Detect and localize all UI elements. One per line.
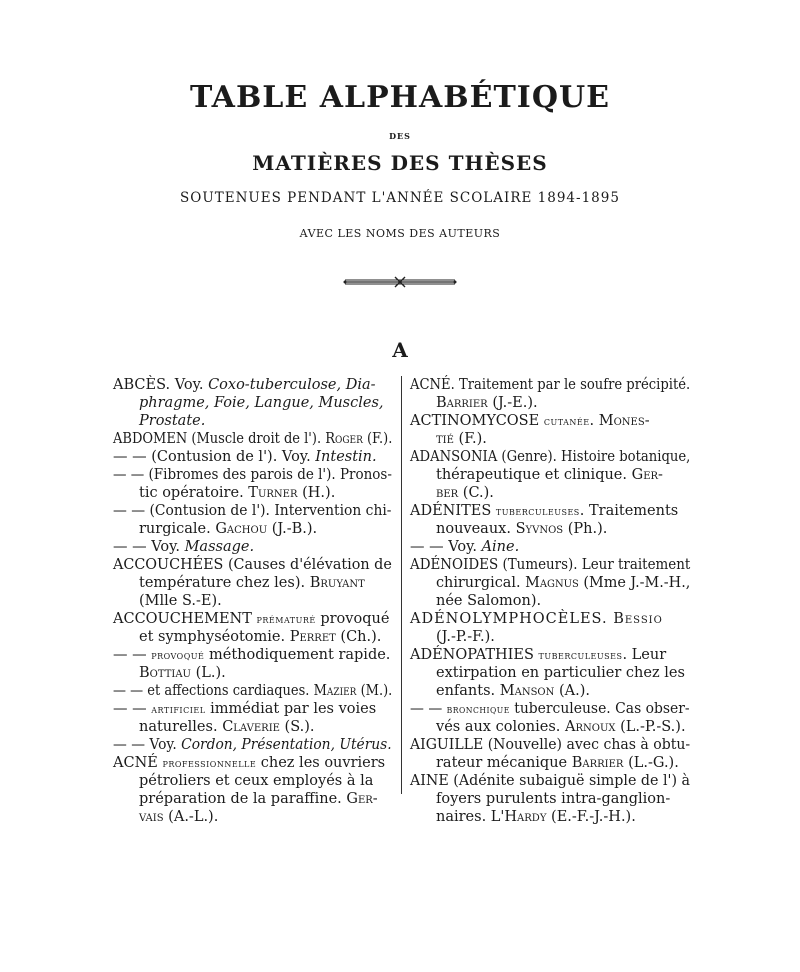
index-line (436, 484, 494, 502)
entry-qualifier: professionnelle (162, 756, 257, 770)
entry-text: . Traitements (579, 503, 679, 519)
author-name: Bruyant (309, 575, 365, 591)
entry-text: et symphyséotomie. (139, 629, 290, 645)
subtitle-line-2: SOUTENUES PENDANT L'ANNÉE SCOLAIRE 1894-1895 (180, 190, 620, 206)
author-name: Magnus (525, 575, 579, 591)
entry-text: extirpation en particulier chez les (436, 665, 685, 681)
entry-text: — — (113, 647, 152, 663)
entry-text: ACCOUCHÉES (Causes d'élévation de (113, 557, 392, 573)
index-line (410, 646, 666, 664)
entry-text: (F.). (362, 431, 393, 447)
index-line (113, 682, 392, 700)
entry-text: — — Voy. (113, 737, 182, 753)
author-name: Mones- (598, 413, 650, 429)
author-name: Ger- (346, 791, 378, 807)
entry-text: rateur mécanique (436, 755, 572, 771)
index-line (410, 412, 650, 430)
author-name: vais (139, 809, 164, 825)
index-line (410, 376, 690, 394)
entry-reference: Massage. (184, 539, 255, 555)
index-line (436, 808, 636, 826)
entry-qualifier: provoqué (151, 648, 205, 662)
entry-text: (A.). (554, 683, 591, 699)
author-name: Manson (499, 683, 555, 699)
index-line (436, 628, 495, 646)
entry-text: (H.). (297, 485, 336, 501)
entry-text: (Mme J.-M.-H., (578, 575, 691, 591)
index-line (139, 394, 384, 412)
index-line (436, 718, 686, 736)
entry-text: — — (Contusion de l'). Voy. (113, 449, 316, 465)
entry-text: ACTINOMYCOSE (410, 413, 544, 429)
decorative-ornament (343, 274, 457, 293)
entry-reference: phragme, Foie, Langue, Muscles, (139, 395, 384, 411)
entry-text: (L.). (190, 665, 226, 681)
index-line (436, 430, 487, 448)
entry-qualifier: bronchique (446, 702, 510, 716)
entry-text: — — (Fibromes des parois de l'). Pronos- (113, 467, 392, 483)
entry-text: (A.-L.). (163, 809, 219, 825)
entry-text: immédiat par les voies (205, 701, 377, 717)
author-name: Syvnos (515, 521, 564, 537)
index-line (139, 628, 381, 646)
entry-text: tic opératoire. (139, 485, 249, 501)
entry-qualifier: artificiel (151, 702, 206, 716)
index-line (410, 610, 663, 628)
entry-text: chirurgical. (436, 575, 526, 591)
entry-text: pétroliers et ceux employés à la (139, 773, 374, 789)
entry-text: nouveaux. (436, 521, 516, 537)
entry-text: . Leur (622, 647, 667, 663)
entry-text: (L.-G.). (623, 755, 679, 771)
author-name: tié (436, 431, 454, 447)
index-line (113, 736, 392, 754)
entry-text: enfants. (436, 683, 500, 699)
entry-qualifier: prématuré (256, 612, 316, 626)
author-name: Ger- (631, 467, 663, 483)
author-name: Perret (289, 629, 336, 645)
section-letter: A (392, 338, 408, 362)
entry-text: température chez les). (139, 575, 310, 591)
entry-text: — — (Contusion de l'). Intervention chi- (113, 503, 392, 519)
entry-text: naturelles. (139, 719, 223, 735)
entry-text: (J.-E.). (487, 395, 538, 411)
entry-text: née Salomon). (436, 593, 542, 609)
index-line (139, 808, 218, 826)
entry-reference: Coxo-tuberculose, Dia- (208, 377, 376, 393)
entry-text: (S.). (279, 719, 315, 735)
entry-text: (E.-F.-J.-H.). (546, 809, 636, 825)
entry-reference: Aine. (481, 539, 520, 555)
index-line (113, 700, 376, 718)
entry-reference: Prostate. (139, 413, 206, 429)
page-subtitle: MATIÈRES DES THÈSES (252, 151, 548, 175)
index-line (113, 466, 392, 484)
index-line (436, 574, 690, 592)
index-line (436, 394, 538, 412)
entry-text: — — et affections cardiaques. (113, 683, 314, 699)
entry-text: ADÉNOLYMPHOCÈLES. (410, 611, 614, 627)
entry-text: thérapeutique et clinique. (436, 467, 632, 483)
entry-text: ACNÉ (113, 755, 163, 771)
author-name: Turner (248, 485, 298, 501)
index-line (139, 772, 373, 790)
index-line (113, 610, 389, 628)
index-line (113, 556, 392, 574)
entry-reference: Intestin. (315, 449, 377, 465)
author-name: Claverie (222, 719, 280, 735)
author-name: Bottiau (139, 665, 191, 681)
entry-qualifier: tuberculeuses (538, 648, 623, 662)
index-line (410, 736, 690, 754)
index-line (410, 538, 519, 556)
entry-text: foyers purulents intra-ganglion- (436, 791, 671, 807)
index-line (410, 502, 678, 520)
index-line (436, 790, 670, 808)
index-line (436, 592, 541, 610)
index-line (410, 700, 690, 718)
entry-text: AINE (Adénite subaiguë simple de l') à (410, 773, 691, 789)
entry-text: tuberculeuse. Cas obser- (509, 701, 690, 717)
author-name: Gachou (215, 521, 268, 537)
entry-text: chez les ouvriers (256, 755, 386, 771)
index-line (139, 574, 365, 592)
index-line (436, 664, 685, 682)
subtitle-line-3: AVEC LES NOMS DES AUTEURS (299, 227, 501, 240)
entry-text: (J.-P.-F.). (436, 629, 495, 645)
index-line (410, 448, 690, 466)
entry-text: provoqué (315, 611, 390, 627)
entry-qualifier: cutanée (543, 414, 590, 428)
page-title: TABLE ALPHABÉTIQUE (189, 80, 610, 115)
entry-text: ADÉNOIDES (Tumeurs). Leur traitement (410, 557, 691, 573)
index-line (139, 412, 205, 430)
index-line (139, 790, 378, 808)
index-line (139, 484, 335, 502)
entry-qualifier: tuberculeuses (495, 504, 580, 518)
entry-text: (Mlle S.-E). (139, 593, 222, 609)
entry-text: ABCÈS. Voy. (113, 377, 209, 393)
title-connector: DES (389, 131, 411, 141)
entry-text: (Ph.). (563, 521, 608, 537)
author-name: Mazier (313, 683, 357, 699)
author-name: ber (436, 485, 459, 501)
author-name: Barrier (571, 755, 624, 771)
index-line (436, 682, 590, 700)
index-line (436, 754, 679, 772)
entry-text: (F.). (453, 431, 487, 447)
entry-text: — — (113, 701, 152, 717)
entry-text: préparation de la paraffine. (139, 791, 347, 807)
entry-text: — — Voy. (113, 539, 185, 555)
entry-text: rurgicale. (139, 521, 216, 537)
entry-text: — — Voy. (410, 539, 482, 555)
index-line (139, 664, 226, 682)
entry-text: ADÉNITES (410, 503, 496, 519)
entry-text: — — (410, 701, 447, 717)
author-name: Bessio (613, 611, 663, 627)
entry-text: ACCOUCHEMENT (113, 611, 257, 627)
entry-text: . (589, 413, 599, 429)
entry-text: ADANSONIA (Genre). Histoire botanique, (410, 449, 691, 465)
author-name: Arnoux (565, 719, 616, 735)
entry-text: ACNÉ. Traitement par le soufre précipité. (410, 377, 691, 393)
entry-text: (C.). (458, 485, 494, 501)
entry-text: ABDOMEN (Muscle droit de l'). (113, 431, 326, 447)
index-line (113, 502, 391, 520)
index-line (113, 430, 392, 448)
index-line (139, 592, 222, 610)
entry-text: (L.-P.-S.). (615, 719, 686, 735)
entry-text: ADÉNOPATHIES (410, 647, 539, 663)
index-line (410, 556, 690, 574)
index-line (113, 646, 390, 664)
index-line (139, 718, 315, 736)
index-line (436, 520, 607, 538)
index-line (410, 772, 690, 790)
entry-text: (Ch.). (335, 629, 382, 645)
index-line (436, 466, 663, 484)
index-line (113, 376, 376, 394)
author-name: Roger (325, 431, 363, 447)
entry-text: (M.). (356, 683, 393, 699)
entry-text: naires. (436, 809, 491, 825)
entry-text: vés aux colonies. (436, 719, 566, 735)
column-divider (401, 376, 402, 794)
index-line (113, 448, 377, 466)
index-line (139, 520, 317, 538)
entry-text: AIGUILLE (Nouvelle) avec chas à obtu- (410, 737, 691, 753)
index-line (113, 538, 254, 556)
author-name: Barrier (436, 395, 488, 411)
entry-text: méthodiquement rapide. (204, 647, 391, 663)
index-line (113, 754, 385, 772)
entry-text: (J.-B.). (267, 521, 318, 537)
author-name: L'Hardy (490, 809, 547, 825)
entry-reference: Cordon, Présentation, Utérus. (181, 737, 392, 753)
